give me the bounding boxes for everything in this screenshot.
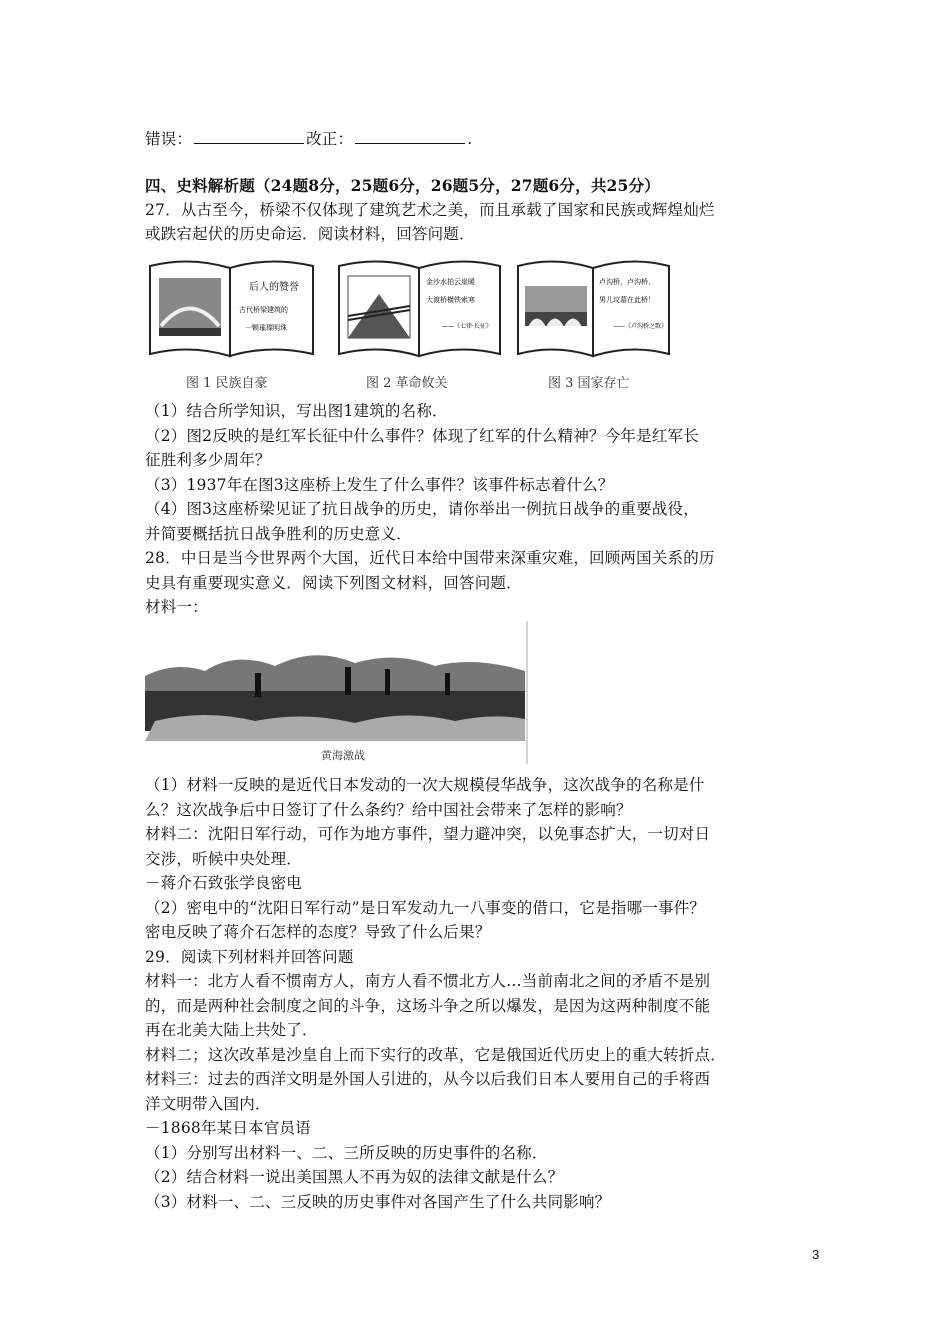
q29-sub2: （2）结合材料一说出美国黑人不再为奴的法律文献是什么？ [145,1168,564,1186]
q28-sub2-line1: （2）密电中的“沈阳日军行动”是日军发动九一八事变的借口，它是指哪一事件？ [145,899,706,917]
q27-sub1: （1）结合所学知识，写出图1建筑的名称． [145,402,448,420]
q29-material3-line1: 材料三：过去的西洋文明是外国人引进的，从今以后我们日本人要用自己的手将西 [145,1070,711,1088]
q29-intro: 29．阅读下列材料并回答问题 [145,948,354,966]
section-heading: 四、史料解析题（24题8分，25题6分，26题5分，27题6分，共25分） [145,176,660,195]
q27-sub3: （3）1937年在图3这座桥上发生了什么事件？该事件标志着什么？ [145,476,614,494]
figure-2-page-line3: ——《七律·长征》 [442,323,492,330]
correct-blank[interactable] [355,129,465,144]
figure-3-page-line3: ——《卢沟桥之歌》 [613,323,668,330]
q28-sub1-line2: 么？这次战争后中日签订了什么条约？给中国社会带来了怎样的影响？ [145,801,632,819]
figure-3-caption: 图 3 国家存亡 [548,376,630,391]
q28-material2-line1: 材料二：沈阳日军行动，可作为地方事件，望力避冲突，以免事态扩大，一切对日 [145,825,711,843]
q29-material3-line2: 洋文明带入国内． [145,1095,271,1113]
q28-sub1-line1: （1）材料一反映的是近代日本发动的一次大规模侵华战争，这次战争的名称是什 [145,776,705,794]
q29-material2: 材料二；这次改革是沙皇自上而下实行的改革，它是俄国近代历史上的重大转折点． [145,1046,726,1064]
figure-3-page-line2: 男儿坟墓在此桥！ [599,296,655,304]
figure-1-page-line1: 后人的赞誉 [249,282,299,293]
material-1-label: 材料一： [145,598,208,616]
error-blank[interactable] [194,129,304,144]
figure-2-page-line1: 金沙水拍云崖暖 [426,278,475,286]
q28-intro-line1: 28．中日是当今世界两个大国，近代日本给中国带来深重灾难，回顾两国关系的历 [145,549,715,567]
q27-intro-line1: 27．从古至今，桥梁不仅体现了建筑艺术之美，而且承载了国家和民族或辉煌灿烂 [145,201,715,219]
figure-1-caption: 图 1 民族自豪 [186,376,268,391]
q27-sub2-line2: 征胜利多少周年？ [145,451,271,469]
yellow-sea-battle-image [145,621,530,764]
figure-2-luding-book [334,256,506,368]
q29-sub3: （3）材料一、二、三反映的历史事件对各国产生了什么共同影响？ [145,1193,611,1211]
error-correction-line [145,128,825,150]
q28-material2-line2: 交涉，听候中央处理． [145,850,303,868]
error-label: 错误： [145,130,193,148]
battle-caption: 黄海激战 [321,749,365,762]
q28-material2-source: －蒋介石致张学良密电 [145,874,303,892]
q29-material1-line1: 材料一：北方人看不惯南方人，南方人看不惯北方人…当前南北之间的矛盾不是别 [145,972,711,990]
q29-material3-source: －1868年某日本官员语 [145,1119,311,1137]
q28-sub2-line2: 密电反映了蒋介石怎样的态度？导致了什么后果？ [145,923,491,941]
figure-3-lugou-book [513,256,675,368]
figure-3-page-line1: 卢沟桥，卢沟桥， [599,278,655,286]
figure-1-bridge-book [145,256,320,368]
q29-material1-line2: 的，而是两种社会制度之间的斗争，这场斗争之所以爆发，是因为这两种制度不能 [145,997,711,1015]
q27-sub2-line1: （2）图2反映的是红军长征中什么事件？体现了红军的什么精神？今年是红军长 [145,427,699,445]
figure-2-page-line2: 大渡桥横铁索寒 [426,296,475,304]
q27-intro-line2: 或跌宕起伏的历史命运．阅读材料，回答问题． [145,225,475,243]
page-number: 3 [812,1247,820,1262]
figure-1-page-line3: 一颗璀璨明珠 [245,324,287,332]
end-mark: . [467,130,473,148]
q28-intro-line2: 史具有重要现实意义．阅读下列图文材料，回答问题． [145,574,522,592]
correct-label: 改正： [306,130,354,148]
q29-sub1: （1）分别写出材料一、二、三所反映的历史事件的名称． [145,1144,548,1162]
q27-sub4-line1: （4）图3这座桥梁见证了抗日战争的历史，请你举出一例抗日战争的重要战役， [145,500,699,518]
figure-2-caption: 图 2 革命攸关 [366,376,448,391]
q29-material1-line3: 再在北美大陆上共处了． [145,1021,318,1039]
figure-1-page-line2: 古代桥梁建筑的 [239,306,288,314]
q27-sub4-line2: 并简要概括抗日战争胜利的历史意义． [145,525,412,543]
